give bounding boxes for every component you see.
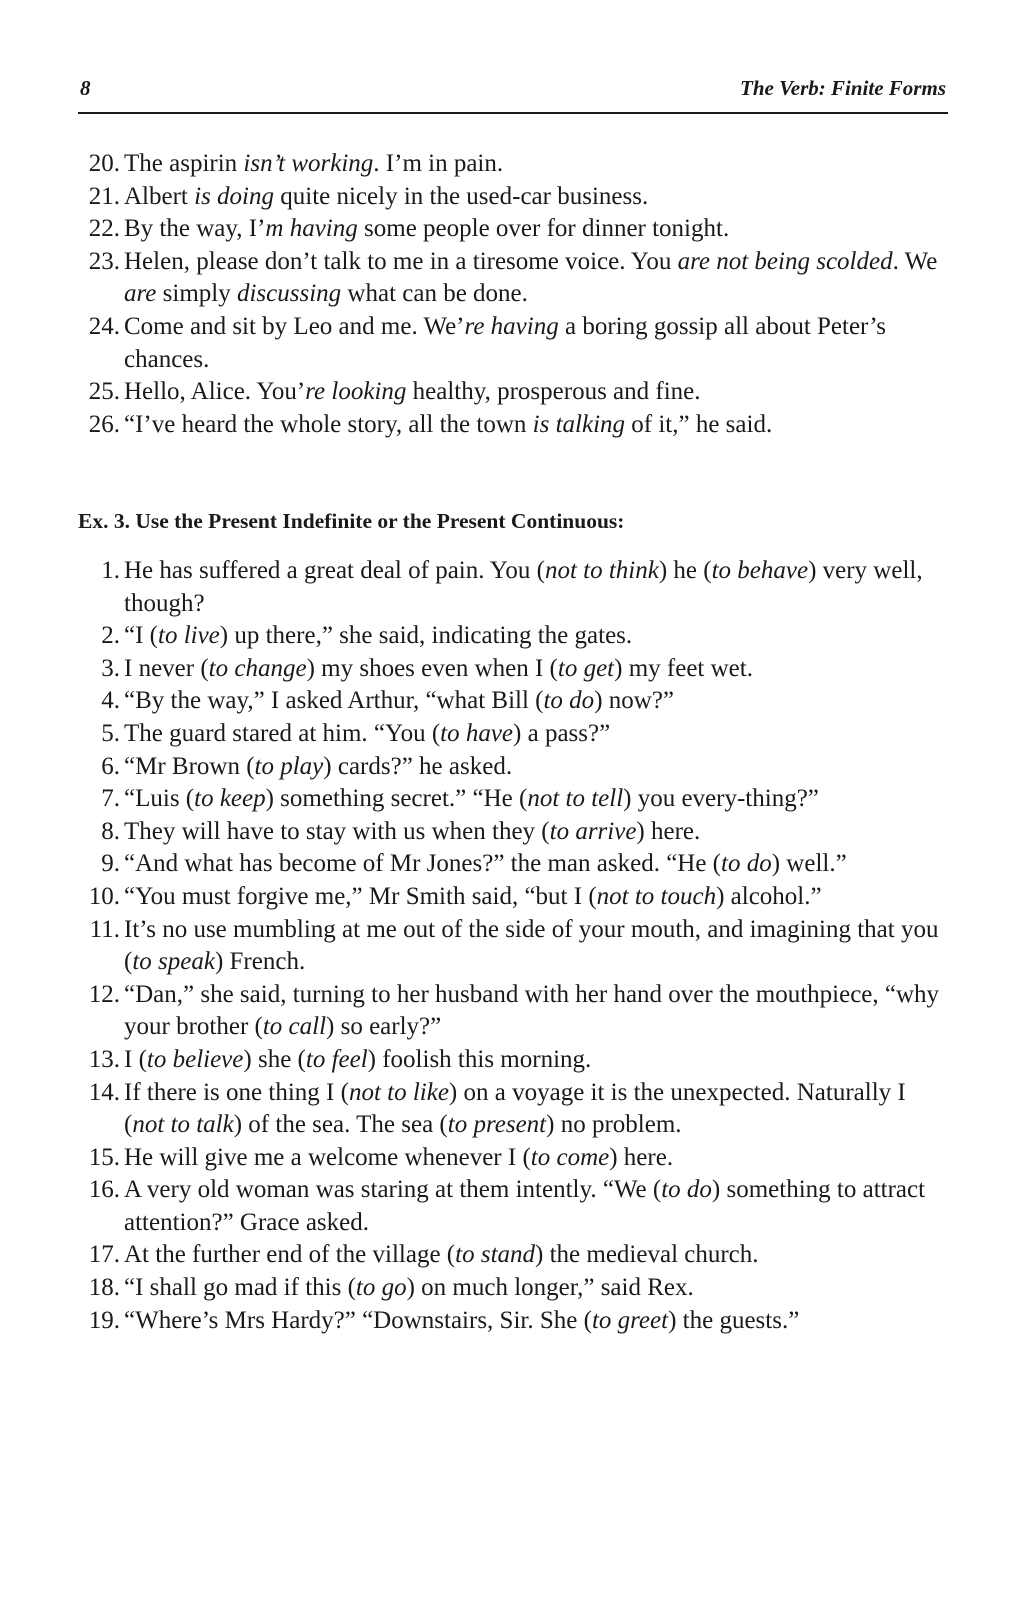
item-text: Come and sit by Leo and me. We’re having a boring gossip all about Peter’s chances. bbox=[124, 312, 886, 373]
item-number: 2. bbox=[101, 622, 120, 650]
item-number: 23. bbox=[88, 247, 120, 275]
exercise-heading: Ex. 3. Use the Present Indefinite or the Present Continuous: bbox=[78, 509, 625, 533]
list-item bbox=[78, 213, 948, 246]
item-text: “I shall go mad if this (to go) on much longer,” said Rex. bbox=[124, 1274, 694, 1302]
item-number: 8. bbox=[101, 817, 120, 845]
item-text: If there is one thing I (not to like) on a voyage it is the unexpected. Naturally I (not to talk) of the sea. The sea (to present) no problem. bbox=[124, 1078, 906, 1139]
item-number: 16. bbox=[88, 1176, 120, 1204]
item-number: 25. bbox=[88, 378, 120, 406]
item-number: 20. bbox=[88, 150, 120, 177]
item-text: It’s no use mumbling at me out of the side of your mouth, and imagining that you (to speak) French. bbox=[124, 915, 939, 976]
item-number: 13. bbox=[88, 1045, 120, 1073]
list-item bbox=[78, 376, 948, 409]
item-text: “Luis (to keep) something secret.” “He (not to tell) you every-thing?” bbox=[124, 785, 819, 813]
list-item bbox=[78, 311, 948, 376]
item-text: He has suffered a great deal of pain. You (not to think) he (to behave) very well, though? bbox=[124, 557, 923, 617]
list-item bbox=[78, 1044, 948, 1077]
item-text: They will have to stay with us when they (to arrive) here. bbox=[124, 817, 701, 845]
item-number: 11. bbox=[89, 915, 120, 943]
item-number: 1. bbox=[101, 557, 120, 584]
list-item bbox=[78, 1142, 948, 1175]
item-text: A very old woman was staring at them intently. “We (to do) something to attract attention?” Grace asked. bbox=[124, 1176, 926, 1236]
item-text: At the further end of the village (to stand) the medieval church. bbox=[124, 1241, 759, 1269]
continued-exercise-list bbox=[78, 148, 948, 441]
list-item bbox=[78, 620, 948, 653]
list-item bbox=[78, 881, 948, 914]
item-number: 4. bbox=[101, 687, 120, 715]
list-item bbox=[78, 181, 948, 214]
list-item bbox=[78, 1305, 948, 1338]
list-item bbox=[78, 685, 948, 718]
item-text: “By the way,” I asked Arthur, “what Bill (to do) now?” bbox=[124, 687, 675, 715]
item-number: 12. bbox=[88, 980, 120, 1008]
item-number: 24. bbox=[88, 312, 120, 340]
list-item bbox=[78, 816, 948, 849]
item-text: “And what has become of Mr Jones?” the man asked. “He (to do) well.” bbox=[124, 850, 847, 878]
item-text: Albert is doing quite nicely in the used-car business. bbox=[124, 182, 649, 210]
item-number: 19. bbox=[88, 1306, 120, 1334]
item-number: 17. bbox=[88, 1241, 120, 1269]
item-number: 10. bbox=[88, 882, 120, 910]
item-text: I (to believe) she (to feel) foolish this morning. bbox=[124, 1045, 592, 1073]
item-number: 5. bbox=[101, 719, 120, 747]
list-item bbox=[78, 1272, 948, 1305]
item-text: “Mr Brown (to play) cards?” he asked. bbox=[124, 752, 513, 780]
item-text: Hello, Alice. You’re looking healthy, prosperous and fine. bbox=[124, 378, 701, 406]
item-number: 26. bbox=[88, 410, 120, 438]
list-item bbox=[78, 751, 948, 784]
item-number: 15. bbox=[88, 1143, 120, 1171]
list-item bbox=[78, 555, 948, 620]
item-text: “Where’s Mrs Hardy?” “Downstairs, Sir. She (to greet) the guests.” bbox=[124, 1306, 800, 1334]
item-number: 18. bbox=[88, 1274, 120, 1302]
item-text: The aspirin isn’t working. I’m in pain. bbox=[124, 150, 504, 177]
list-item bbox=[78, 1174, 948, 1239]
list-item bbox=[78, 1077, 948, 1142]
item-text: “I’ve heard the whole story, all the town is talking of it,” he said. bbox=[124, 410, 773, 438]
item-text: “I (to live) up there,” she said, indicating the gates. bbox=[124, 622, 633, 650]
exercise-3-list bbox=[78, 555, 948, 1337]
page-number: 8 bbox=[80, 76, 91, 100]
list-item bbox=[78, 979, 948, 1044]
list-item bbox=[78, 1239, 948, 1272]
item-number: 6. bbox=[101, 752, 120, 780]
item-number: 3. bbox=[101, 654, 120, 682]
item-text: “You must forgive me,” Mr Smith said, “but I (not to touch) alcohol.” bbox=[124, 882, 822, 910]
list-item bbox=[78, 148, 948, 181]
item-number: 14. bbox=[88, 1078, 120, 1106]
item-text: I never (to change) my shoes even when I (to get) my feet wet. bbox=[124, 654, 753, 682]
list-item bbox=[78, 848, 948, 881]
item-text: By the way, I’m having some people over for dinner tonight. bbox=[124, 215, 730, 243]
item-number: 9. bbox=[101, 850, 120, 878]
item-number: 22. bbox=[88, 215, 120, 243]
list-item bbox=[78, 409, 948, 442]
item-text: He will give me a welcome whenever I (to come) here. bbox=[124, 1143, 674, 1171]
item-number: 21. bbox=[88, 182, 120, 210]
list-item bbox=[78, 653, 948, 686]
running-title: The Verb: Finite Forms bbox=[740, 76, 946, 100]
list-item bbox=[78, 246, 948, 311]
page-header bbox=[78, 76, 948, 114]
list-item bbox=[78, 914, 948, 979]
item-text: The guard stared at him. “You (to have) a pass?” bbox=[124, 719, 611, 747]
item-text: Helen, please don’t talk to me in a tiresome voice. You are not being scolded. We are simply discussing what can be done. bbox=[124, 247, 938, 308]
item-number: 7. bbox=[101, 785, 120, 813]
list-item bbox=[78, 718, 948, 751]
item-text: “Dan,” she said, turning to her husband with her hand over the mouthpiece, “why your brother (to call) so early?” bbox=[124, 980, 940, 1041]
list-item bbox=[78, 783, 948, 816]
